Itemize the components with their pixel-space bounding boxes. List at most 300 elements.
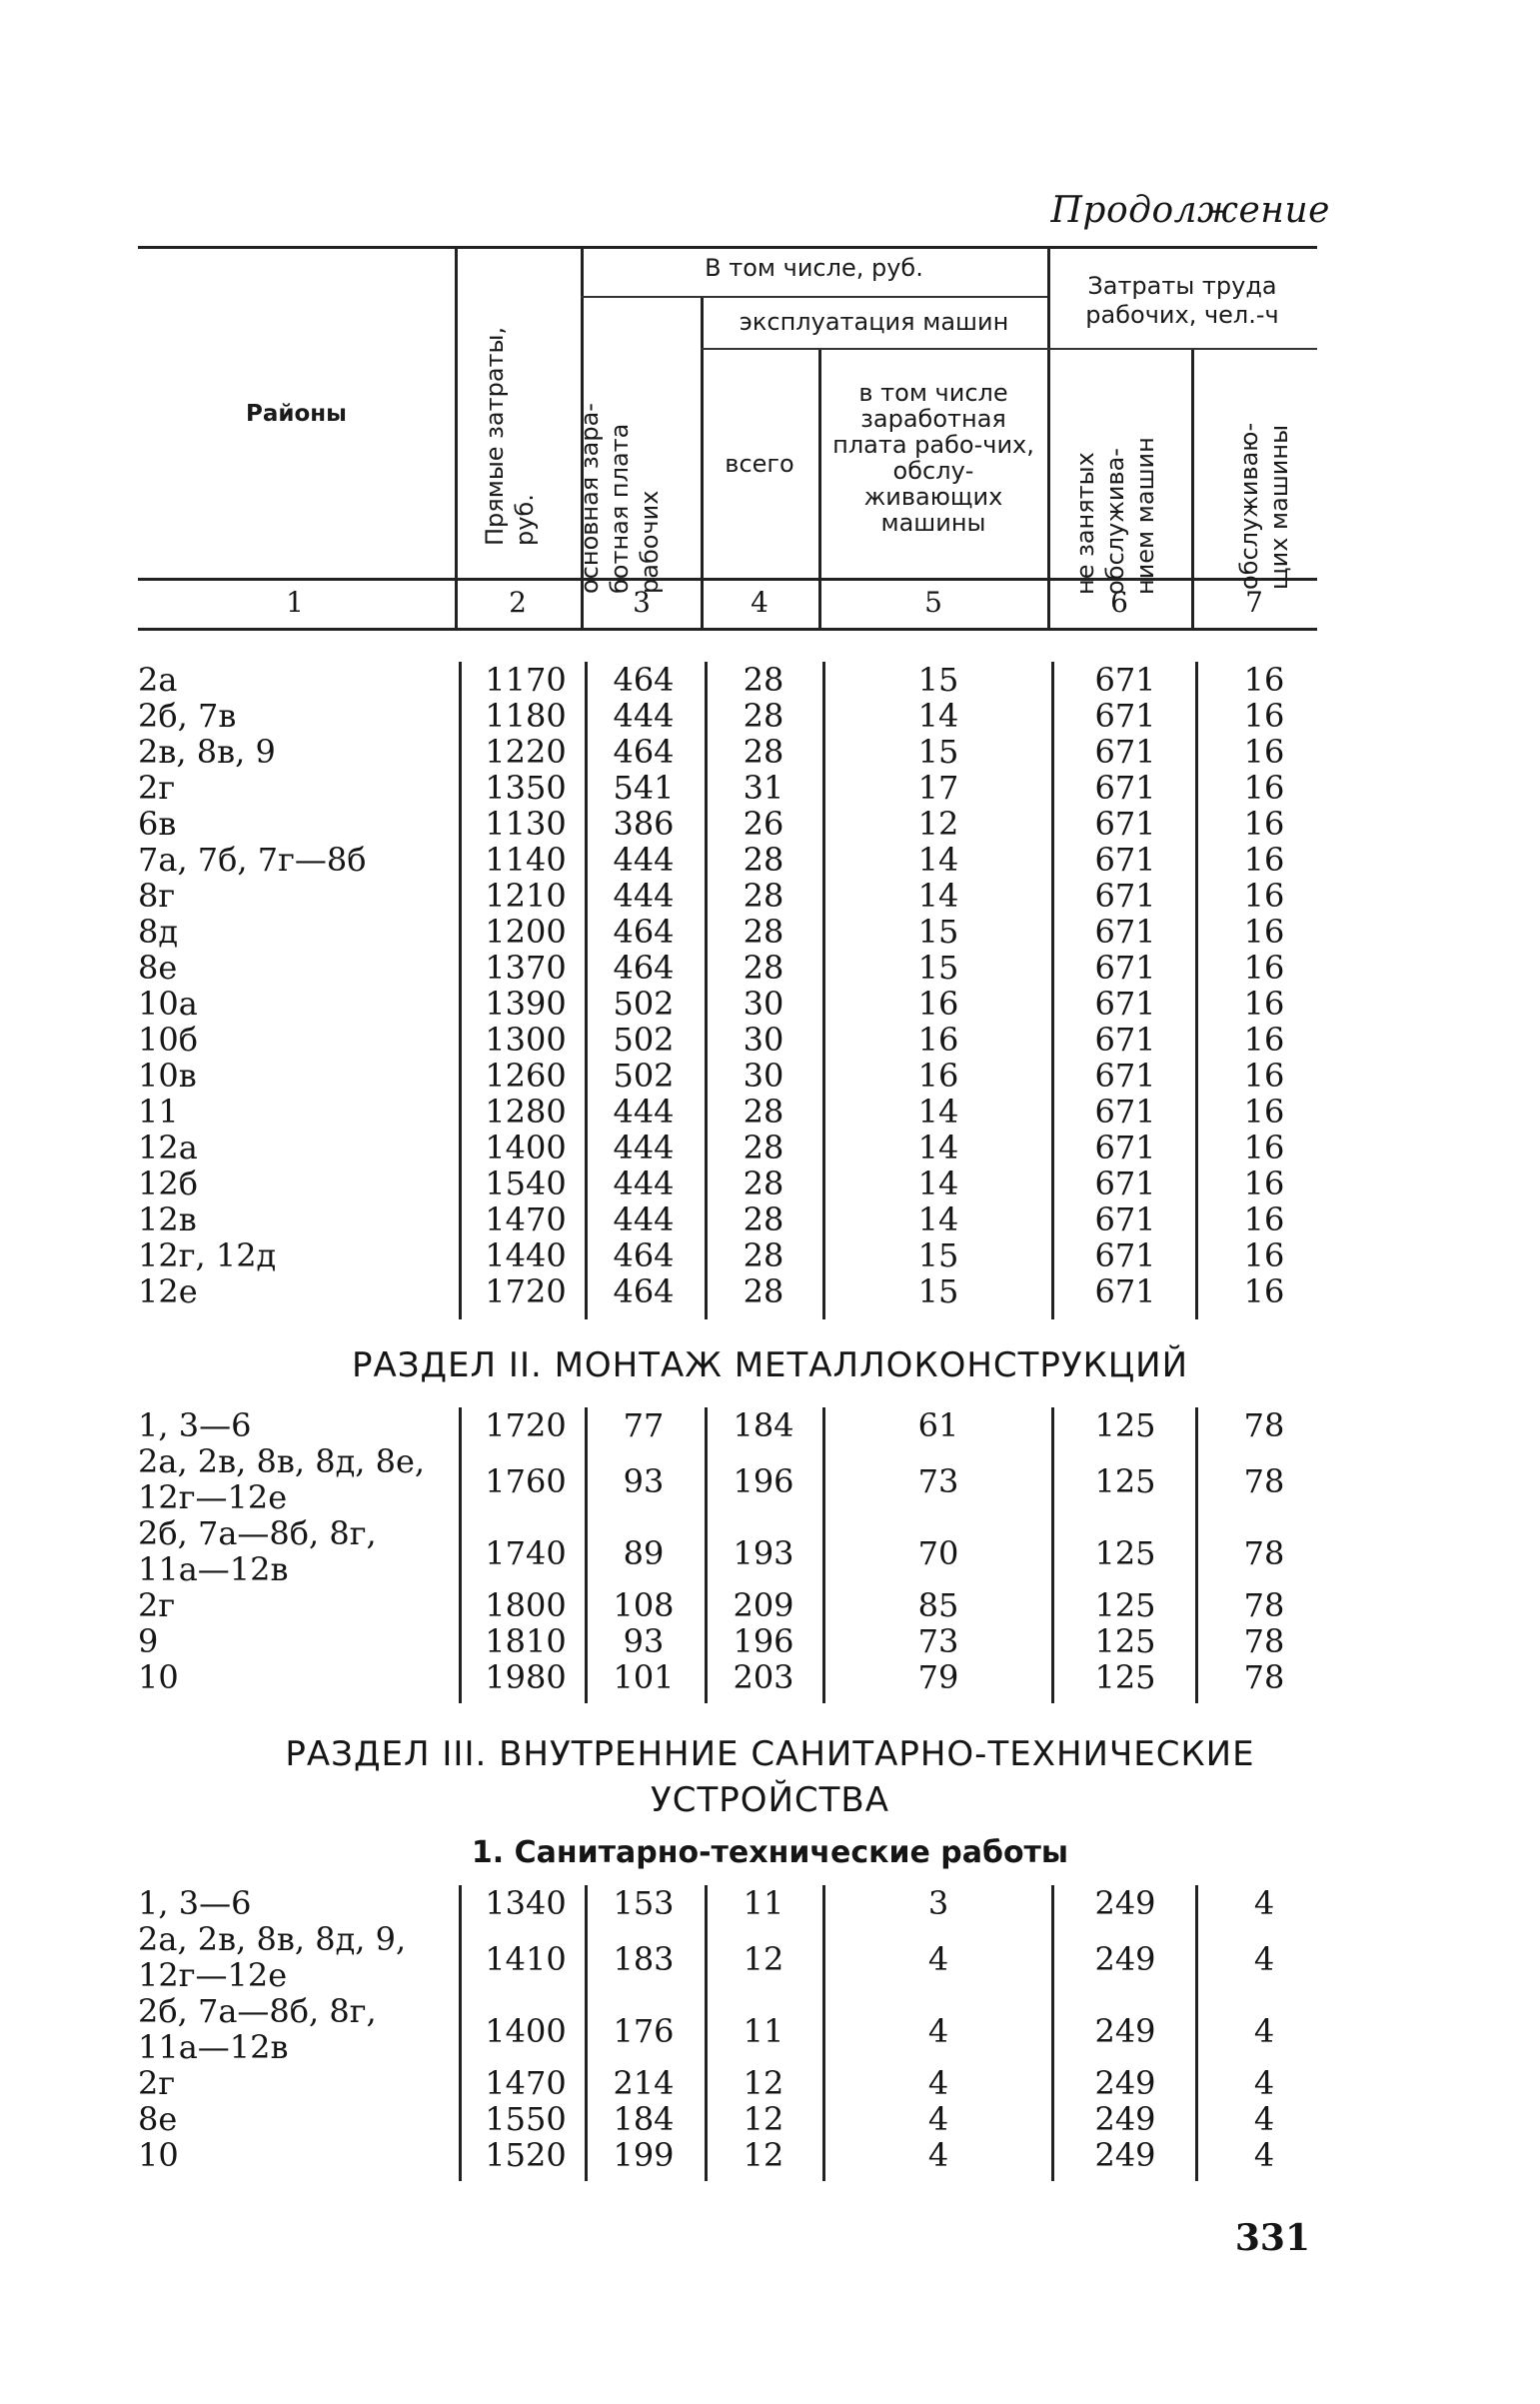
machine-total-cell: 28 [743,913,784,951]
basic-wage-cell: 77 [623,1406,665,1444]
direct-costs-cell: 1760 [485,1462,567,1500]
labor-not-servicing-cell: 671 [1094,1129,1156,1167]
header-basic-wage: основная зара- ботная плата рабочих [576,403,664,594]
region-cell [138,1443,458,1515]
machine-wage-cell: 14 [917,1165,959,1202]
machine-total-cell: 11 [743,2012,784,2050]
labor-servicing-cell: 16 [1243,1093,1285,1131]
region-cell [138,1407,458,1443]
region-cell: 12е [138,1272,198,1310]
column-number: 2 [509,586,527,619]
labor-servicing-cell: 16 [1243,1236,1285,1274]
header-direct-costs: Прямые затраты, руб. [481,326,539,546]
labor-servicing-cell: 78 [1243,1586,1285,1624]
table-row [0,1587,1540,1623]
machine-wage-cell: 14 [917,1129,959,1167]
machine-wage-cell: 61 [917,1406,959,1444]
direct-costs-cell: 1440 [485,1236,567,1274]
table-row [0,2101,1540,2137]
section-2-table [0,1407,1540,1727]
labor-servicing-cell: 16 [1243,661,1285,699]
basic-wage-cell: 464 [613,949,675,987]
machine-wage-cell: 14 [917,1093,959,1131]
table-row [0,806,1540,842]
labor-not-servicing-cell: 671 [1094,733,1156,771]
labor-not-servicing-cell: 671 [1094,1021,1156,1059]
labor-servicing-cell: 16 [1243,697,1285,735]
direct-costs-cell: 1550 [485,2100,567,2138]
direct-costs-cell: 1130 [485,805,567,843]
column-divider [822,662,825,1319]
machine-wage-cell: 15 [917,733,959,771]
labor-servicing-cell: 16 [1243,949,1285,987]
region-label-line: 2б, 7а—8б, 8г, [138,1992,377,2030]
header-not-servicing: не занятых обслужива- нием машин [1071,437,1159,595]
direct-costs-cell: 1180 [485,697,567,735]
direct-costs-cell: 1400 [485,1129,567,1167]
header-including-rub: В том числе, руб. [705,254,923,282]
machine-wage-cell: 15 [917,913,959,951]
section-3-table [0,1885,1540,2185]
labor-not-servicing-cell: 249 [1094,2136,1156,2174]
section-3-title-line1: РАЗДЕЛ III. ВНУТРЕННИЕ САНИТАРНО-ТЕХНИЧЕСКИЕ [285,1734,1255,1774]
table-row [0,662,1540,698]
machine-total-cell: 12 [743,2064,784,2102]
direct-costs-cell: 1200 [485,913,567,951]
labor-servicing-cell: 16 [1243,1129,1285,1167]
labor-not-servicing-cell: 671 [1094,841,1156,879]
labor-servicing-cell: 16 [1243,1165,1285,1202]
machine-total-cell: 12 [743,2136,784,2174]
basic-wage-cell: 108 [613,1586,675,1624]
labor-servicing-cell: 4 [1253,1884,1275,1922]
machine-total-cell: 28 [743,661,784,699]
region-cell: 2б, 7в [138,697,237,735]
continuation-label: Продолжение [1050,190,1330,231]
region-cell [138,1659,458,1695]
region-cell: 8г [138,877,176,915]
direct-costs-cell: 1720 [485,1272,567,1310]
direct-costs-cell: 1800 [485,1586,567,1624]
labor-not-servicing-cell: 671 [1094,913,1156,951]
header-bottom-rule [138,628,1317,631]
region-cell: 12в [138,1201,197,1238]
region-cell: 2г [138,769,176,807]
direct-costs-cell: 1410 [485,1940,567,1978]
header-subrule [581,296,1047,298]
machine-total-cell: 11 [743,1884,784,1922]
basic-wage-cell: 176 [613,2012,675,2050]
header-divider [455,246,458,628]
basic-wage-cell: 464 [613,733,675,771]
machine-total-cell: 30 [743,985,784,1023]
region-cell: 7а, 7б, 7г—8б [138,841,367,879]
machine-total-cell: 196 [733,1462,794,1500]
region-cell: 11 [138,1093,179,1131]
table-row [0,1130,1540,1166]
table-row [0,1202,1540,1237]
machine-wage-cell: 15 [917,661,959,699]
labor-servicing-cell: 16 [1243,1201,1285,1238]
basic-wage-cell: 386 [613,805,675,843]
machine-total-cell: 28 [743,1201,784,1238]
region-label-line: 2г [138,2064,176,2102]
basic-wage-cell: 464 [613,1236,675,1274]
labor-servicing-cell: 16 [1243,1021,1285,1059]
column-divider [822,1885,825,2181]
machine-total-cell: 12 [743,2100,784,2138]
region-label-line: 2г [138,1586,176,1624]
labor-servicing-cell: 78 [1243,1534,1285,1572]
labor-servicing-cell: 16 [1243,733,1285,771]
section-2-title: РАЗДЕЛ II. МОНТАЖ МЕТАЛЛОКОНСТРУКЦИЙ [351,1345,1189,1385]
labor-not-servicing-cell: 249 [1094,2100,1156,2138]
direct-costs-cell: 1170 [485,661,567,699]
region-cell [138,1921,458,1993]
labor-not-servicing-cell: 671 [1094,661,1156,699]
labor-not-servicing-cell: 125 [1094,1586,1156,1624]
table-row [0,1094,1540,1130]
column-divider [585,1407,588,1703]
region-label-line: 10 [138,1658,179,1696]
direct-costs-cell: 1350 [485,769,567,807]
header-servicing: обслуживаю- щих машины [1235,422,1293,590]
table-row [0,1515,1540,1587]
machine-wage-cell: 4 [927,2136,949,2174]
basic-wage-cell: 464 [613,661,675,699]
column-number: 7 [1245,586,1263,619]
labor-not-servicing-cell: 671 [1094,1272,1156,1310]
machine-total-cell: 203 [733,1658,794,1696]
region-label-line: 1, 3—6 [138,1406,252,1444]
region-cell: 12а [138,1129,198,1167]
direct-costs-cell: 1810 [485,1622,567,1660]
table-row [0,878,1540,914]
machine-wage-cell: 4 [927,2064,949,2102]
table-row [0,734,1540,770]
column-divider [459,1407,462,1703]
column-number: 5 [924,586,942,619]
machine-total-cell: 28 [743,877,784,915]
labor-not-servicing-cell: 671 [1094,769,1156,807]
direct-costs-cell: 1470 [485,1201,567,1238]
labor-not-servicing-cell: 671 [1094,1093,1156,1131]
machine-wage-cell: 15 [917,1236,959,1274]
labor-servicing-cell: 78 [1243,1406,1285,1444]
column-divider [1195,662,1198,1319]
column-divider [585,662,588,1319]
region-label-line: 1, 3—6 [138,1884,252,1922]
basic-wage-cell: 199 [613,2136,675,2174]
labor-not-servicing-cell: 671 [1094,697,1156,735]
machine-total-cell: 12 [743,1940,784,1978]
table-row [0,1443,1540,1515]
direct-costs-cell: 1390 [485,985,567,1023]
column-divider [459,1885,462,2181]
region-cell [138,2137,458,2173]
direct-costs-cell: 1400 [485,2012,567,2050]
machine-wage-cell: 14 [917,1201,959,1238]
header-total: всего [725,450,794,478]
direct-costs-cell: 1520 [485,2136,567,2174]
machine-wage-cell: 73 [917,1462,959,1500]
basic-wage-cell: 184 [613,2100,675,2138]
region-label-line: 11а—12в [138,2028,289,2066]
labor-not-servicing-cell: 125 [1094,1534,1156,1572]
basic-wage-cell: 444 [613,1129,675,1167]
labor-not-servicing-cell: 125 [1094,1406,1156,1444]
machine-total-cell: 28 [743,949,784,987]
labor-not-servicing-cell: 671 [1094,985,1156,1023]
column-number: 4 [751,586,769,619]
table-row [0,986,1540,1022]
machine-total-cell: 28 [743,1165,784,1202]
machine-total-cell: 30 [743,1057,784,1095]
basic-wage-cell: 541 [613,769,675,807]
machine-total-cell: 28 [743,1272,784,1310]
direct-costs-cell: 1740 [485,1534,567,1572]
labor-servicing-cell: 16 [1243,985,1285,1023]
region-cell: 2а [138,661,178,699]
region-cell: 12г, 12д [138,1236,277,1274]
direct-costs-cell: 1370 [485,949,567,987]
column-divider [1051,1885,1054,2181]
labor-not-servicing-cell: 671 [1094,1201,1156,1238]
basic-wage-cell: 444 [613,1165,675,1202]
machine-total-cell: 28 [743,1236,784,1274]
machine-wage-cell: 14 [917,697,959,735]
region-cell [138,1587,458,1623]
machine-wage-cell: 4 [927,2100,949,2138]
region-cell [138,1515,458,1587]
table-row [0,2137,1540,2173]
basic-wage-cell: 502 [613,1021,675,1059]
basic-wage-cell: 444 [613,1201,675,1238]
table-row [0,1273,1540,1309]
machine-wage-cell: 14 [917,841,959,879]
direct-costs-cell: 1540 [485,1165,567,1202]
machine-total-cell: 28 [743,697,784,735]
machine-wage-cell: 85 [917,1586,959,1624]
machine-total-cell: 30 [743,1021,784,1059]
machine-wage-cell: 4 [927,1940,949,1978]
basic-wage-cell: 464 [613,1272,675,1310]
labor-not-servicing-cell: 671 [1094,1165,1156,1202]
machine-wage-cell: 16 [917,985,959,1023]
section-3-title-line2: УСТРОЙСТВА [650,1780,890,1820]
machine-total-cell: 31 [743,769,784,807]
region-cell: 10в [138,1057,197,1095]
machine-total-cell: 184 [733,1406,794,1444]
labor-servicing-cell: 16 [1243,913,1285,951]
machine-wage-cell: 12 [917,805,959,843]
region-label-line: 8е [138,2100,178,2138]
labor-not-servicing-cell: 671 [1094,1236,1156,1274]
labor-not-servicing-cell: 671 [1094,805,1156,843]
labor-servicing-cell: 16 [1243,841,1285,879]
region-cell [138,1623,458,1659]
basic-wage-cell: 93 [623,1622,665,1660]
table-row [0,1166,1540,1202]
labor-servicing-cell: 78 [1243,1622,1285,1660]
basic-wage-cell: 214 [613,2064,675,2102]
basic-wage-cell: 153 [613,1884,675,1922]
machine-total-cell: 193 [733,1534,794,1572]
column-divider [585,1885,588,2181]
direct-costs-cell: 1220 [485,733,567,771]
region-cell: 10б [138,1021,198,1059]
labor-servicing-cell: 78 [1243,1462,1285,1500]
labor-not-servicing-cell: 125 [1094,1622,1156,1660]
direct-costs-cell: 1300 [485,1021,567,1059]
machine-total-cell: 28 [743,733,784,771]
region-label-line: 2а, 2в, 8в, 8д, 9, [138,1920,407,1958]
column-number: 6 [1110,586,1128,619]
table-row [0,1885,1540,1921]
table-row [0,770,1540,806]
machine-total-cell: 28 [743,1093,784,1131]
direct-costs-cell: 1980 [485,1658,567,1696]
machine-total-cell: 28 [743,841,784,879]
column-divider [1051,662,1054,1319]
labor-servicing-cell: 4 [1253,2012,1275,2050]
region-cell [138,1993,458,2065]
column-divider [1195,1407,1198,1703]
basic-wage-cell: 444 [613,841,675,879]
labor-not-servicing-cell: 249 [1094,1884,1156,1922]
labor-servicing-cell: 16 [1243,769,1285,807]
direct-costs-cell: 1720 [485,1406,567,1444]
machine-wage-cell: 14 [917,877,959,915]
table-row [0,1022,1540,1058]
table-row [0,1237,1540,1273]
labor-servicing-cell: 78 [1243,1658,1285,1696]
table-row [0,950,1540,986]
table-row [0,1993,1540,2065]
labor-not-servicing-cell: 249 [1094,1940,1156,1978]
labor-not-servicing-cell: 125 [1094,1658,1156,1696]
header-machine-operation: эксплуатация машин [739,308,1009,336]
basic-wage-cell: 89 [623,1534,665,1572]
labor-not-servicing-cell: 671 [1094,877,1156,915]
region-label-line: 11а—12в [138,1550,289,1588]
header-regions: Районы [246,401,347,427]
column-divider [459,662,462,1319]
machine-total-cell: 28 [743,1129,784,1167]
labor-servicing-cell: 4 [1253,2064,1275,2102]
basic-wage-cell: 444 [613,697,675,735]
labor-servicing-cell: 16 [1243,877,1285,915]
column-divider [705,1885,708,2181]
region-cell: 6в [138,805,177,843]
header-divider [1191,350,1194,628]
basic-wage-cell: 93 [623,1462,665,1500]
column-divider [705,1407,708,1703]
region-cell [138,2065,458,2101]
machine-wage-cell: 17 [917,769,959,807]
machine-total-cell: 26 [743,805,784,843]
subsection-title: 1. Санитарно-технические работы [471,1835,1069,1870]
direct-costs-cell: 1340 [485,1884,567,1922]
direct-costs-cell: 1280 [485,1093,567,1131]
column-number: 3 [633,586,651,619]
labor-not-servicing-cell: 671 [1094,949,1156,987]
machine-wage-cell: 73 [917,1622,959,1660]
direct-costs-cell: 1470 [485,2064,567,2102]
labor-servicing-cell: 16 [1243,1272,1285,1310]
page-number: 331 [1234,2217,1310,2259]
machine-wage-cell: 16 [917,1057,959,1095]
basic-wage-cell: 502 [613,985,675,1023]
column-number: 1 [286,586,304,619]
header-labor-costs: Затраты труда рабочих, чел.-ч [1085,272,1279,329]
machine-wage-cell: 3 [927,1884,949,1922]
basic-wage-cell: 444 [613,1093,675,1131]
basic-wage-cell: 464 [613,913,675,951]
column-divider [1051,1407,1054,1703]
section-1-table [0,662,1540,1331]
machine-wage-cell: 4 [927,2012,949,2050]
table-row [0,914,1540,950]
region-label-line: 10 [138,2136,179,2174]
direct-costs-cell: 1260 [485,1057,567,1095]
header-divider [1047,246,1050,628]
header-top-rule [138,246,1317,249]
basic-wage-cell: 183 [613,1940,675,1978]
column-divider [1195,1885,1198,2181]
table-row [0,1659,1540,1695]
table-row [0,1623,1540,1659]
labor-servicing-cell: 4 [1253,2100,1275,2138]
labor-not-servicing-cell: 671 [1094,1057,1156,1095]
machine-total-cell: 209 [733,1586,794,1624]
column-divider [705,662,708,1319]
machine-wage-cell: 79 [917,1658,959,1696]
basic-wage-cell: 502 [613,1057,675,1095]
labor-servicing-cell: 4 [1253,2136,1275,2174]
header-subrule [701,348,1047,350]
labor-servicing-cell: 16 [1243,805,1285,843]
region-label-line: 9 [138,1622,159,1660]
table-row [0,1921,1540,1993]
region-cell: 2в, 8в, 9 [138,733,276,771]
labor-servicing-cell: 16 [1243,1057,1285,1095]
labor-servicing-cell: 4 [1253,1940,1275,1978]
region-cell [138,2101,458,2137]
region-label-line: 12г—12е [138,1478,288,1516]
basic-wage-cell: 101 [613,1658,675,1696]
table-row [0,2065,1540,2101]
column-divider [822,1407,825,1703]
table-row [0,1058,1540,1094]
labor-not-servicing-cell: 249 [1094,2012,1156,2050]
region-cell [138,1885,458,1921]
region-cell: 10а [138,985,198,1023]
region-cell: 8д [138,913,179,951]
table-row [0,1407,1540,1443]
header-divider [818,350,821,628]
table-row [0,842,1540,878]
machine-wage-cell: 16 [917,1021,959,1059]
region-label-line: 2б, 7а—8б, 8г, [138,1514,377,1552]
machine-wage-cell: 15 [917,949,959,987]
machine-total-cell: 196 [733,1622,794,1660]
region-label-line: 2а, 2в, 8в, 8д, 8е, [138,1442,426,1480]
labor-not-servicing-cell: 125 [1094,1462,1156,1500]
region-cell: 8е [138,949,178,987]
machine-wage-cell: 70 [917,1534,959,1572]
labor-not-servicing-cell: 249 [1094,2064,1156,2102]
